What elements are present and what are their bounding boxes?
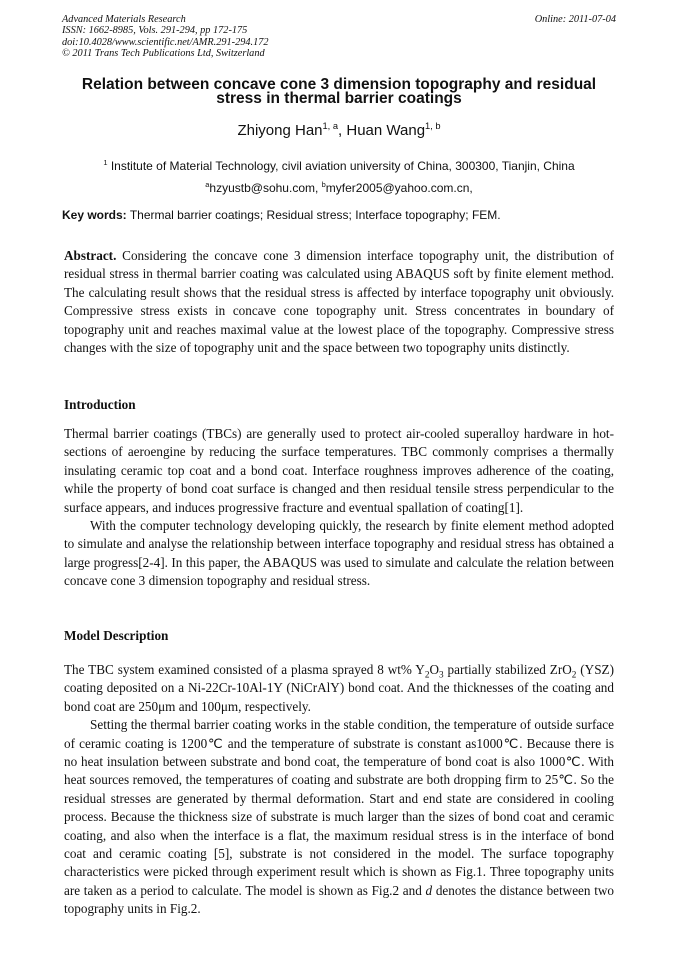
copyright-line: © 2011 Trans Tech Publications Ltd, Switzerland	[62, 47, 265, 59]
text-run: The TBC system examined consisted of a plasma sprayed 8 wt% Y	[64, 662, 425, 677]
affiliation-line	[62, 155, 616, 177]
email-address[interactable]: hzyustb@sohu.com,	[209, 181, 322, 195]
affiliation-block	[62, 155, 616, 199]
author-separator: ,	[338, 122, 347, 139]
abstract-label: Abstract.	[64, 248, 117, 263]
abstract-text: Considering the concave cone 3 dimension interface topography unit, the distribution of residual stress in thermal barrier coating was calculated using ABAQUS soft by finite element method. The calculating result shows that the residual stress is affected by interface topography unit obviously. Compressive stress exists in concave cone topography unit. Stress concentrates in boundary of topography unit and reaches maximal value at the lowest place of the topography. Compressive stress changes with the size of topography unit and the space between two topography units distinctly.	[64, 248, 614, 356]
keywords-label: Key words:	[62, 208, 127, 222]
text-run: partially stabilized ZrO	[443, 662, 572, 677]
variable: d	[425, 882, 433, 898]
text-run: O	[429, 662, 439, 677]
email-mark: b	[321, 180, 326, 189]
paragraph	[64, 716, 614, 918]
affiliation-number: 1	[103, 158, 108, 167]
affiliation-text: Institute of Material Technology, civil aviation university of China, 300300, Tianjin, China	[110, 159, 575, 173]
abstract	[64, 247, 614, 357]
journal-name: Advanced Materials Research	[62, 14, 186, 25]
keywords-text: Thermal barrier coatings; Residual stress; Interface topography; FEM.	[129, 208, 501, 222]
author-affiliation-mark: 1, a	[322, 121, 339, 131]
paper-title: Relation between concave cone 3 dimension topography and residual stress in thermal barrier coatings	[81, 76, 597, 107]
author-name: Zhiyong Han	[237, 122, 323, 139]
paragraph	[64, 661, 614, 716]
subscript: 3	[438, 669, 444, 680]
online-date: Online: 2011-07-04	[534, 14, 616, 25]
doi-line: doi:10.4028/www.scientific.net/AMR.291-294.172	[62, 36, 269, 48]
section-heading-introduction: Introduction	[64, 397, 136, 412]
introduction-body	[64, 425, 614, 591]
section-heading-model-description: Model Description	[64, 628, 169, 643]
subscript: 2	[571, 669, 577, 680]
text-run: denotes the distance between two topography units in Fig.2.	[64, 882, 614, 917]
text-run: Setting the thermal barrier coating works in the stable condition, the temperature of outside surface of ceramic coating is 1200℃ and the temperature of substrate is constant as1000℃. Because there is no heat insulation between substrate and bond coat, the temperature of bond coat is also 1000℃. With heat sources removed, the temperatures of coating and substrate are both dropping firm to 25℃. So the residual stresses are generated by thermal deformation. Start and end state are considered in cooling process. Because the thickness size of substrate is much larger than the sizes of bond coat and ceramic coating, and also when the interface is a flat, the maximum residual stress is in the interface of bond coat and ceramic coating [5], substrate is not considered in the model. The surface topography characteristics were picked through experiment result which is shown as Fig.1. Three topography units are taken as a period to calculate. The model is shown as Fig.2 and	[64, 717, 614, 898]
email-address[interactable]: myfer2005@yahoo.com.cn,	[325, 181, 473, 195]
author-affiliation-mark: 1, b	[425, 121, 441, 131]
journal-meta	[62, 14, 616, 59]
text-run: (YSZ) coating deposited on a Ni-22Cr-10Al-1Y (NiCrAlY) bond coat. And the thicknesses of the coating and bond coat are 250μm and 100μm, respectively.	[64, 662, 614, 714]
author-name: Huan Wang	[346, 122, 426, 139]
paragraph: With the computer technology developing quickly, the research by finite element method adopted to simulate and analyse the relationship between interface topography and residual stress has obtained a large progress[2-4]. In this paper, the ABAQUS was used to simulate and calculate the relation between concave cone 3 dimension topography and residual stress.	[64, 518, 614, 589]
paragraph: Thermal barrier coatings (TBCs) are generally used to protect air-cooled superalloy hardware in hot-sections of aeroengine by reducing the surface temperatures. TBC commonly comprises a thermally insulating ceramic top coat and a bond coat. Interface roughness improves adherence of the coating, while the property of bond coat surface is changed and then residual tensile stress perpendicular to the surface appears, and induces progressive fracture and eventual spallation of coating[1].	[64, 426, 614, 515]
issn-line: ISSN: 1662-8985, Vols. 291-294, pp 172-175	[62, 25, 248, 37]
author-line	[62, 121, 616, 141]
email-line	[62, 177, 616, 199]
model-description-body	[64, 661, 614, 919]
email-mark: a	[205, 180, 210, 189]
keywords	[62, 207, 616, 223]
subscript: 2	[424, 669, 430, 680]
